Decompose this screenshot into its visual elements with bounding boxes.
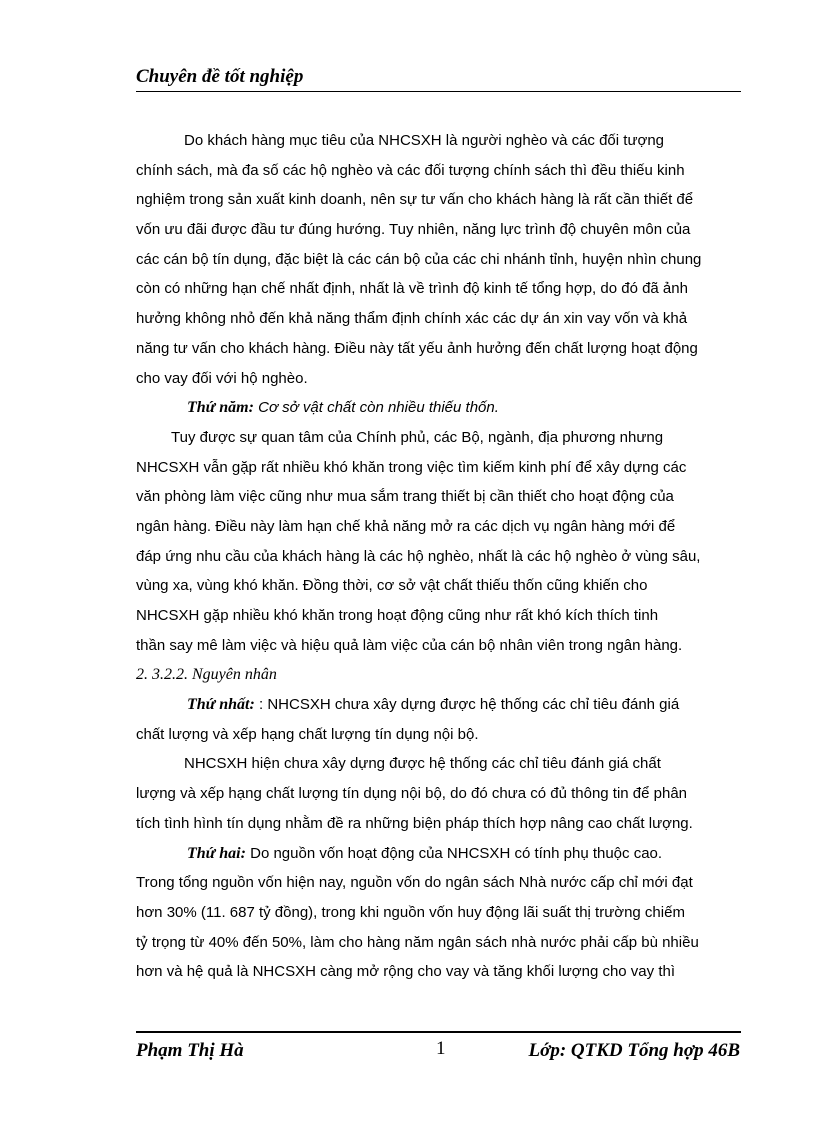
text-line: còn có những hạn chế nhất định, nhất là về trình độ kinh tế tổng hợp, do đó đã ảnh <box>136 280 688 298</box>
text-line: tích tình hình tín dụng nhằm đề ra những biện pháp thích hợp nâng cao chất lượng. <box>136 814 693 832</box>
header-rule <box>136 91 741 92</box>
text-line: vùng xa, vùng khó khăn. Đồng thời, cơ sở vật chất thiếu thốn cũng khiến cho <box>136 577 648 595</box>
text-line: NHCSXH vẫn gặp rất nhiều khó khăn trong việc tìm kiếm kinh phí để xây dựng các <box>136 458 687 476</box>
text-line: Trong tổng nguồn vốn hiện nay, nguồn vốn do ngân sách Nhà nước cấp chỉ mới đạt <box>136 874 693 892</box>
footer-class: Lớp: QTKD Tổng hợp 46B <box>528 1040 740 1061</box>
page-number: 1 <box>436 1038 446 1059</box>
text-line: NHCSXH gặp nhiều khó khăn trong hoạt động cũng như rất khó kích thích tinh <box>136 607 659 624</box>
text-line: chất lượng và xếp hạng chất lượng tín dụng nội bộ. <box>136 725 479 743</box>
document-body <box>136 126 740 987</box>
section-heading: 2. 3.2.2. Nguyên nhân <box>136 666 277 684</box>
text-line: Tuy được sự quan tâm của Chính phủ, các Bộ, ngành, địa phương nhưng <box>171 428 664 446</box>
paragraph-label: Thứ năm: <box>187 399 254 417</box>
text-line: hưởng không nhỏ đến khả năng thẩm định chính xác các dự án xin vay vốn và khả <box>136 310 688 328</box>
paragraph-lead: Do nguồn vốn hoạt động của NHCSXH có tính phụ thuộc cao. <box>250 844 663 862</box>
text-line: năng tư vấn cho khách hàng. Điều này tất yếu ảnh hưởng đến chất lượng hoạt động <box>136 339 698 357</box>
text-line: thần say mê làm việc và hiệu quả làm việc của cán bộ nhân viên trong ngân hàng. <box>136 636 683 654</box>
paragraph-thu-nam <box>136 393 740 423</box>
paragraph-lead: : NHCSXH chưa xây dựng được hệ thống các chỉ tiêu đánh giá <box>259 696 680 714</box>
text-line: tỷ trọng từ 40% đến 50%, làm cho hàng năm ngân sách nhà nước phải cấp bù nhiều <box>136 933 699 951</box>
text-line: NHCSXH hiện chưa xây dựng được hệ thống các chỉ tiêu đánh giá chất <box>184 755 661 773</box>
paragraph-thu-hai <box>136 839 740 869</box>
text-line: đáp ứng nhu cầu của khách hàng là các hộ nghèo, nhất là các hộ nghèo ở vùng sâu, <box>136 547 701 565</box>
text-line: cho vay đối với hộ nghèo. <box>136 369 308 387</box>
paragraph-label: Thứ hai: <box>187 844 246 862</box>
text-line: lượng và xếp hạng chất lượng tín dụng nội bộ, do đó chưa có đủ thông tin để phân <box>136 785 688 803</box>
text-line: các cán bộ tín dụng, đặc biệt là các cán bộ của các chi nhánh tỉnh, huyện nhìn chung <box>136 250 702 268</box>
paragraph-lead: Cơ sở vật chất còn nhiều thiếu thốn. <box>258 399 499 417</box>
text-line: văn phòng làm việc cũng như mua sắm trang thiết bị cần thiết cho hoạt động của <box>136 488 674 506</box>
text-line: hơn và hệ quả là NHCSXH càng mở rộng cho vay và tăng khối lượng cho vay thì <box>136 963 675 981</box>
text-line: vốn ưu đãi được đầu tư đúng hướng. Tuy nhiên, năng lực trình độ chuyên môn của <box>136 221 691 239</box>
text-line: chính sách, mà đa số các hộ nghèo và các đối tượng chính sách thì đều thiếu kinh <box>136 161 685 179</box>
text-line: nghiệm trong sản xuất kinh doanh, nên sự tư vấn cho khách hàng là rất cần thiết để <box>136 191 694 209</box>
paragraph-label: Thứ nhất: <box>187 696 255 714</box>
header-title: Chuyên đề tốt nghiệp <box>136 66 304 87</box>
text-line: Do khách hàng mục tiêu của NHCSXH là người nghèo và các đối tượng <box>184 132 665 149</box>
text-line: ngân hàng. Điều này làm hạn chế khả năng mở ra các dịch vụ ngân hàng mới để <box>136 517 676 535</box>
footer-author: Phạm Thị Hà <box>136 1040 244 1061</box>
footer-rule <box>136 1031 741 1033</box>
paragraph-thu-nhat <box>136 690 740 720</box>
text-line: hơn 30% (11. 687 tỷ đồng), trong khi nguồn vốn huy động lãi suất thị trường chiếm <box>136 903 685 921</box>
